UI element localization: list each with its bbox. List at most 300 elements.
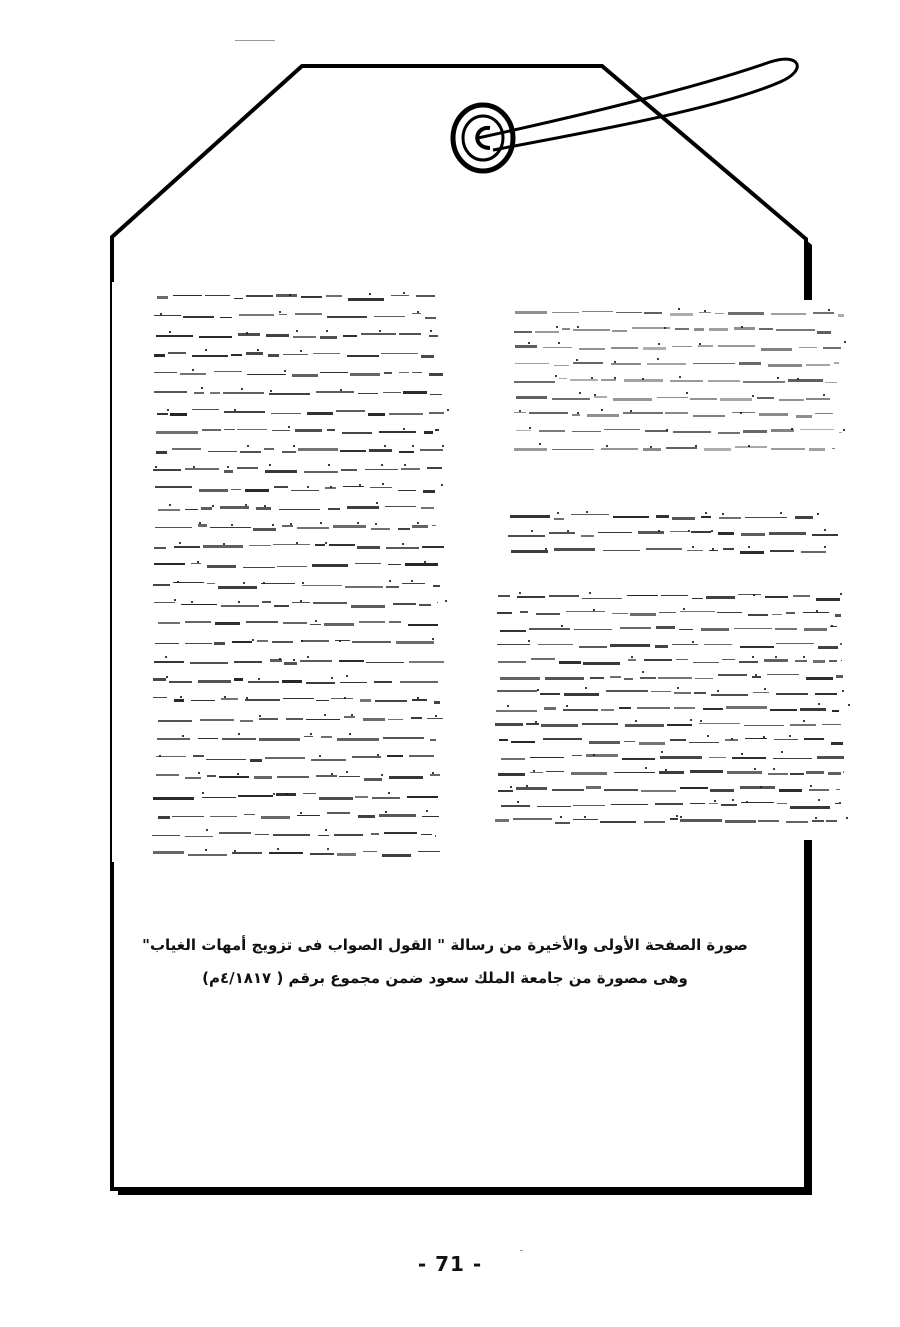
- handwriting-dot: [537, 689, 539, 691]
- handwriting-dot: [288, 426, 290, 428]
- handwriting-stroke: [715, 313, 724, 314]
- handwriting-stroke: [224, 411, 265, 413]
- handwriting-dot: [279, 658, 281, 660]
- handwriting-stroke: [261, 583, 295, 584]
- handwriting-stroke: [286, 718, 303, 720]
- handwriting-stroke: [214, 371, 241, 372]
- handwriting-stroke: [624, 678, 632, 680]
- handwriting-dot: [576, 359, 578, 361]
- handwriting-dot: [741, 753, 743, 755]
- handwriting-stroke: [221, 698, 237, 700]
- handwriting-stroke: [222, 738, 256, 740]
- handwriting-stroke: [191, 700, 215, 701]
- handwriting-stroke: [304, 736, 313, 737]
- handwriting-stroke: [430, 739, 436, 741]
- handwriting-stroke: [835, 614, 841, 617]
- handwriting-stroke: [725, 820, 755, 823]
- handwriting-stroke: [311, 759, 346, 761]
- handwriting-stroke: [352, 756, 382, 758]
- handwriting-stroke: [829, 660, 837, 662]
- handwriting-stroke: [758, 820, 779, 822]
- handwriting-dot: [539, 443, 541, 445]
- handwriting-stroke: [153, 469, 181, 471]
- handwriting-dot: [760, 786, 762, 788]
- handwriting-stroke: [239, 314, 274, 316]
- handwriting-stroke: [339, 776, 360, 777]
- handwriting-stroke: [665, 412, 688, 414]
- handwriting-dot: [259, 715, 261, 717]
- handwriting-dot: [375, 523, 377, 525]
- handwriting-stroke: [803, 612, 829, 613]
- handwriting-stroke: [321, 736, 332, 738]
- page-number: - 71 -: [417, 1252, 483, 1276]
- handwriting-dot: [686, 392, 688, 394]
- handwriting-stroke: [604, 429, 640, 430]
- handwriting-stroke: [401, 468, 420, 470]
- handwriting-stroke: [498, 595, 510, 597]
- handwriting-dot: [699, 343, 701, 345]
- handwriting-stroke: [334, 834, 363, 836]
- handwriting-dot: [528, 342, 530, 344]
- handwriting-stroke: [327, 429, 336, 431]
- handwriting-stroke: [234, 678, 243, 681]
- handwriting-stroke: [297, 815, 321, 816]
- handwriting-stroke: [194, 392, 204, 394]
- handwriting-stroke: [573, 362, 603, 364]
- handwriting-dot: [432, 638, 434, 640]
- handwriting-stroke: [272, 430, 289, 431]
- handwriting-stroke: [572, 414, 580, 416]
- handwriting-stroke: [606, 690, 648, 692]
- handwriting-dot: [411, 580, 413, 582]
- handwriting-stroke: [571, 514, 610, 515]
- handwriting-stroke: [192, 355, 228, 357]
- handwriting-dot: [293, 659, 295, 661]
- handwriting-stroke: [153, 697, 167, 698]
- handwriting-dot: [206, 829, 208, 831]
- handwriting-stroke: [510, 515, 550, 518]
- handwriting-dot: [586, 511, 588, 513]
- handwriting-stroke: [554, 548, 596, 551]
- handwriting-dot: [780, 512, 782, 514]
- handwriting-dot: [327, 848, 329, 850]
- handwriting-dot: [403, 292, 405, 294]
- handwriting-stroke: [282, 451, 296, 453]
- handwriting-stroke: [610, 644, 649, 647]
- handwriting-stroke: [539, 430, 565, 432]
- handwriting-stroke: [612, 330, 627, 332]
- handwriting-stroke: [379, 814, 416, 817]
- handwriting-dot: [246, 332, 248, 334]
- handwriting-stroke: [672, 644, 699, 645]
- handwriting-stroke: [293, 336, 315, 338]
- handwriting-stroke: [220, 506, 249, 509]
- handwriting-stroke: [422, 816, 440, 817]
- handwriting-stroke: [546, 771, 564, 772]
- handwriting-stroke: [640, 677, 656, 679]
- handwriting-stroke: [709, 328, 728, 331]
- handwriting-dot: [289, 294, 291, 296]
- handwriting-dot: [359, 484, 361, 486]
- handwriting-dot: [642, 671, 644, 673]
- handwriting-dot: [567, 530, 569, 532]
- handwriting-stroke: [572, 431, 601, 432]
- handwriting-stroke: [384, 372, 392, 374]
- handwriting-stroke: [185, 621, 211, 623]
- handwriting-stroke: [610, 676, 621, 678]
- handwriting-stroke: [496, 710, 537, 712]
- handwriting-stroke: [823, 347, 841, 349]
- handwriting-stroke: [717, 612, 741, 613]
- handwriting-stroke: [582, 723, 619, 725]
- handwriting-stroke: [421, 355, 434, 358]
- handwriting-dot: [614, 377, 616, 379]
- handwriting-stroke: [767, 674, 799, 675]
- handwriting-dot: [650, 446, 652, 448]
- handwriting-dot: [789, 735, 791, 737]
- handwriting-stroke: [554, 365, 569, 366]
- handwriting-stroke: [220, 317, 232, 318]
- handwriting-stroke: [279, 314, 287, 315]
- handwriting-stroke: [265, 757, 306, 759]
- handwriting-stroke: [745, 517, 787, 518]
- handwriting-stroke: [531, 658, 555, 660]
- handwriting-dot: [753, 594, 755, 596]
- handwriting-stroke: [718, 432, 739, 434]
- handwriting-stroke: [514, 331, 533, 333]
- handwriting-dot: [535, 721, 537, 723]
- handwriting-stroke: [307, 412, 333, 415]
- handwriting-stroke: [672, 346, 692, 347]
- handwriting-stroke: [399, 333, 422, 335]
- handwriting-stroke: [409, 661, 444, 663]
- handwriting-dot: [732, 799, 734, 801]
- handwriting-stroke: [399, 451, 415, 453]
- handwriting-stroke: [530, 757, 564, 758]
- handwriting-stroke: [679, 629, 693, 630]
- handwriting-stroke: [158, 720, 193, 722]
- handwriting-stroke: [661, 595, 688, 596]
- handwriting-stroke: [157, 413, 168, 415]
- handwriting-stroke: [701, 628, 729, 631]
- handwriting-dot: [579, 392, 581, 394]
- handwriting-stroke: [312, 564, 348, 567]
- handwriting-stroke: [304, 471, 337, 473]
- handwriting-stroke: [658, 677, 691, 679]
- handwriting-dot: [167, 409, 169, 411]
- handwriting-stroke: [329, 544, 355, 546]
- handwriting-stroke: [384, 832, 417, 834]
- handwriting-stroke: [738, 594, 761, 595]
- handwriting-stroke: [552, 312, 578, 313]
- handwriting-stroke: [292, 602, 310, 603]
- handwriting-stroke: [291, 490, 319, 491]
- handwriting-stroke: [720, 398, 753, 401]
- handwriting-stroke: [246, 621, 279, 623]
- handwriting-stroke: [155, 527, 192, 528]
- handwriting-stroke: [383, 392, 401, 393]
- handwriting-stroke: [612, 613, 628, 614]
- handwriting-dot: [635, 720, 637, 722]
- handwriting-stroke: [403, 391, 427, 394]
- handwriting-stroke: [517, 596, 545, 598]
- handwriting-stroke: [429, 373, 443, 376]
- handwriting-stroke: [310, 624, 321, 625]
- handwriting-stroke: [283, 622, 307, 624]
- handwriting-dot: [300, 350, 302, 352]
- handwriting-stroke: [158, 622, 180, 624]
- handwriting-stroke: [172, 448, 201, 450]
- handwriting-stroke: [341, 469, 357, 471]
- handwriting-stroke: [405, 563, 438, 566]
- handwriting-dot: [556, 326, 558, 328]
- handwriting-stroke: [801, 551, 826, 553]
- handwriting-stroke: [360, 699, 371, 702]
- handwriting-stroke: [208, 451, 237, 452]
- handwriting-dot: [593, 754, 595, 756]
- handwriting-stroke: [641, 790, 676, 792]
- handwriting-stroke: [643, 448, 662, 451]
- handwriting-dot: [589, 592, 591, 594]
- handwriting-stroke: [670, 818, 678, 820]
- handwriting-stroke: [836, 789, 840, 790]
- handwriting-stroke: [316, 391, 354, 393]
- handwriting-stroke: [552, 449, 594, 450]
- handwriting-stroke: [752, 676, 761, 678]
- handwriting-stroke: [600, 821, 636, 823]
- handwriting-stroke: [422, 546, 444, 548]
- handwriting-stroke: [199, 489, 228, 492]
- handwriting-stroke: [273, 544, 309, 545]
- handwriting-stroke: [245, 489, 269, 492]
- handwriting-stroke: [564, 693, 600, 696]
- handwriting-stroke: [214, 642, 225, 645]
- handwriting-dot: [402, 543, 404, 545]
- handwriting-stroke: [735, 446, 767, 448]
- handwriting-dot: [645, 767, 647, 769]
- handwriting-stroke: [498, 773, 526, 776]
- handwriting-stroke: [744, 725, 784, 726]
- handwriting-stroke: [412, 525, 428, 528]
- handwriting-stroke: [193, 755, 204, 757]
- handwriting-dot: [293, 445, 295, 447]
- handwriting-stroke: [277, 776, 310, 778]
- handwriting-stroke: [248, 681, 279, 683]
- handwriting-stroke: [435, 429, 438, 431]
- handwriting-dot: [577, 412, 579, 414]
- handwriting-stroke: [644, 312, 662, 314]
- handwriting-stroke: [809, 789, 829, 791]
- handwriting-dot: [376, 502, 378, 504]
- handwriting-stroke: [383, 737, 423, 739]
- handwriting-stroke: [295, 429, 323, 432]
- handwriting-dot: [426, 810, 428, 812]
- handwriting-stroke: [259, 718, 279, 720]
- handwriting-stroke: [601, 379, 616, 381]
- handwriting-dot: [680, 816, 682, 818]
- handwriting-stroke: [292, 374, 318, 377]
- handwriting-dot: [241, 388, 243, 390]
- handwriting-stroke: [257, 640, 268, 642]
- handwriting-stroke: [693, 415, 726, 417]
- handwriting-stroke: [587, 414, 619, 417]
- handwriting-dot: [752, 656, 754, 658]
- handwriting-stroke: [153, 678, 166, 681]
- handwriting-stroke: [655, 803, 683, 805]
- handwriting-stroke: [660, 756, 702, 759]
- handwriting-stroke: [152, 835, 180, 836]
- handwriting-stroke: [319, 797, 353, 800]
- handwriting-dot: [843, 429, 845, 431]
- handwriting-dot: [155, 466, 157, 468]
- handwriting-stroke: [495, 819, 509, 822]
- handwriting-stroke: [301, 640, 329, 642]
- handwriting-stroke: [582, 598, 622, 599]
- handwriting-stroke: [695, 678, 713, 679]
- handwriting-stroke: [400, 681, 438, 683]
- handwriting-dot: [325, 829, 327, 831]
- handwriting-dot: [519, 410, 521, 412]
- handwriting-stroke: [537, 806, 570, 807]
- handwriting-stroke: [836, 675, 843, 678]
- handwriting-stroke: [711, 694, 748, 696]
- handwriting-dot: [169, 504, 171, 506]
- handwriting-stroke: [659, 612, 677, 613]
- handwriting-stroke: [232, 852, 262, 854]
- handwriting-stroke: [692, 598, 703, 599]
- handwriting-dot: [300, 600, 302, 602]
- handwriting-stroke: [813, 660, 825, 663]
- handwriting-stroke: [223, 392, 263, 394]
- handwriting-stroke: [333, 525, 366, 528]
- handwriting-stroke: [666, 447, 697, 449]
- handwriting-stroke: [398, 490, 416, 491]
- handwriting-stroke: [623, 412, 663, 414]
- handwriting-stroke: [224, 470, 234, 473]
- handwriting-stroke: [348, 298, 383, 301]
- handwriting-stroke: [799, 347, 817, 348]
- handwriting-stroke: [200, 719, 234, 721]
- handwriting-stroke: [198, 524, 208, 527]
- handwriting-stroke: [420, 449, 443, 451]
- handwriting-stroke: [694, 692, 705, 694]
- handwriting-stroke: [841, 660, 842, 661]
- handwriting-stroke: [300, 660, 332, 662]
- handwriting-dot: [593, 609, 595, 611]
- handwriting-dot: [577, 326, 579, 328]
- handwriting-stroke: [430, 774, 440, 776]
- handwriting-dot: [803, 656, 805, 658]
- handwriting-stroke: [639, 742, 664, 745]
- handwriting-stroke: [156, 335, 193, 337]
- handwriting-stroke: [385, 506, 417, 507]
- handwriting-stroke: [238, 333, 259, 336]
- handwriting-stroke: [386, 586, 399, 588]
- handwriting-dot: [746, 801, 748, 803]
- handwriting-dot: [198, 772, 200, 774]
- handwriting-stroke: [207, 565, 236, 568]
- handwriting-dot: [279, 311, 281, 313]
- handwriting-stroke: [170, 413, 186, 416]
- handwriting-dot: [797, 378, 799, 380]
- handwriting-stroke: [432, 525, 436, 526]
- handwriting-stroke: [732, 757, 766, 759]
- handwriting-stroke: [339, 660, 364, 662]
- handwriting-stroke: [172, 816, 203, 817]
- handwriting-stroke: [365, 469, 397, 470]
- handwriting-dot: [517, 801, 519, 803]
- handwriting-stroke: [638, 531, 664, 534]
- handwriting-stroke: [526, 723, 539, 725]
- handwriting-dot: [531, 530, 533, 532]
- handwriting-stroke: [306, 682, 335, 684]
- handwriting-stroke: [815, 413, 833, 414]
- handwriting-dot: [328, 464, 330, 466]
- handwriting-stroke: [825, 382, 838, 383]
- handwriting-stroke: [800, 708, 825, 711]
- handwriting-stroke: [516, 787, 546, 790]
- handwriting-dot: [388, 792, 390, 794]
- handwriting-dot: [174, 599, 176, 601]
- handwriting-stroke: [425, 317, 436, 319]
- handwriting-dot: [510, 786, 512, 788]
- handwriting-dot: [740, 412, 742, 414]
- caption-title: صورة الصفحة الأولى والأخيرة من رسالة " القول الصواب فى تزويج أمهات الغياب": [142, 936, 748, 954]
- handwriting-stroke: [301, 296, 322, 298]
- handwriting-stroke: [656, 515, 669, 518]
- handwriting-stroke: [185, 836, 213, 837]
- handwriting-stroke: [770, 550, 794, 552]
- handwriting-stroke: [699, 312, 711, 313]
- handwriting-dot: [678, 308, 680, 310]
- handwriting-stroke: [516, 430, 532, 431]
- handwriting-dot: [301, 640, 303, 642]
- handwriting-dot: [555, 375, 557, 377]
- handwriting-stroke: [514, 381, 555, 383]
- handwriting-stroke: [343, 486, 364, 487]
- handwriting-stroke: [795, 516, 813, 519]
- handwriting-stroke: [706, 596, 735, 599]
- handwriting-stroke: [174, 546, 200, 548]
- handwriting-dot: [529, 427, 531, 429]
- handwriting-stroke: [723, 548, 734, 550]
- handwriting-stroke: [573, 805, 605, 806]
- handwriting-stroke: [156, 451, 166, 454]
- handwriting-stroke: [813, 312, 834, 314]
- handwriting-stroke: [192, 409, 219, 410]
- handwriting-stroke: [603, 550, 640, 551]
- handwriting-stroke: [687, 550, 703, 551]
- handwriting-stroke: [689, 742, 719, 743]
- handwriting-stroke: [690, 770, 723, 773]
- handwriting-stroke: [786, 821, 808, 823]
- handwriting-stroke: [335, 640, 350, 641]
- handwriting-dot: [417, 522, 419, 524]
- handwriting-dot: [199, 522, 201, 524]
- handwriting-stroke: [657, 397, 688, 398]
- handwriting-dot: [839, 802, 841, 804]
- handwriting-stroke: [358, 815, 375, 818]
- handwriting-stroke: [386, 547, 419, 549]
- handwriting-stroke: [399, 372, 408, 373]
- handwriting-stroke: [719, 517, 742, 519]
- handwriting-stroke: [514, 448, 547, 451]
- handwriting-stroke: [327, 316, 368, 318]
- handwriting-dot: [614, 361, 616, 363]
- handwriting-stroke: [659, 771, 684, 774]
- handwriting-dot: [676, 815, 678, 817]
- handwriting-stroke: [185, 643, 212, 644]
